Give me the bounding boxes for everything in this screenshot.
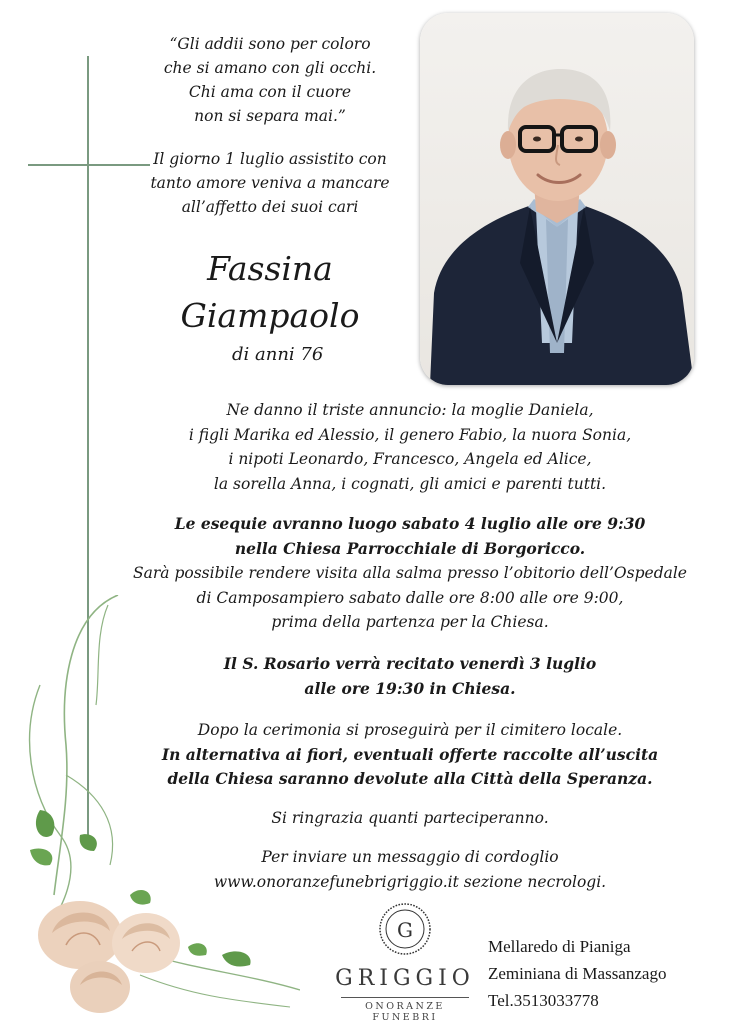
condolence-link[interactable]: www.onoranzefunebrigriggio.it sezione necrologi. bbox=[213, 872, 607, 891]
visit-line: prima della partenza per la Chiesa. bbox=[271, 613, 549, 631]
deceased-surname: Fassina bbox=[207, 249, 333, 288]
contact-line: Mellaredo di Pianiga bbox=[488, 937, 631, 956]
cemetery-line: Dopo la cerimonia si proseguirà per il cimitero locale. bbox=[197, 721, 623, 739]
quote-line: non si separa mai.” bbox=[194, 107, 346, 125]
portrait-photo bbox=[420, 13, 694, 385]
logo-subtitle: ONORANZE FUNEBRI bbox=[365, 1001, 445, 1023]
intro-line: all’affetto dei suoi cari bbox=[181, 198, 359, 216]
visit-line: di Camposampiero sabato dalle ore 8:00 alle ore 9:00, bbox=[196, 588, 624, 607]
quote bbox=[150, 32, 390, 128]
intro-line: Il giorno 1 luglio assistito con bbox=[153, 150, 387, 168]
logo-letter: G bbox=[397, 918, 413, 942]
intro-line: tanto amore veniva a mancare bbox=[150, 174, 390, 192]
portrait-illustration bbox=[420, 13, 694, 385]
funeral-line: Le esequie avranno luogo sabato 4 luglio alle ore 9:30 bbox=[174, 514, 646, 533]
rosary-line: alle ore 19:30 in Chiesa. bbox=[304, 678, 516, 698]
visit-line: Sarà possibile rendere visita alla salma presso l’obitorio dell’Ospedale bbox=[133, 564, 687, 582]
quote-line: Chi ama con il cuore bbox=[188, 83, 352, 101]
rosary-line: Il S. Rosario verrà recitato venerdì 3 luglio bbox=[223, 654, 597, 673]
donation-line: In alternativa ai fiori, eventuali offerte raccolte all’uscita bbox=[161, 744, 659, 764]
announcement-line: i figli Marika ed Alessio, il genero Fabio, la nuora Sonia, bbox=[188, 425, 632, 444]
condolence-line: Per inviare un messaggio di cordoglio bbox=[261, 848, 559, 866]
quote-line: che si amano con gli occhi. bbox=[163, 59, 377, 77]
flowers-decoration bbox=[0, 595, 300, 1024]
contact-phone[interactable]: Tel.3513033778 bbox=[488, 991, 599, 1010]
quote-line: “Gli addii sono per coloro bbox=[169, 35, 371, 53]
announcement bbox=[100, 398, 720, 496]
thanks-line: Si ringrazia quanti parteciperanno. bbox=[271, 809, 549, 827]
funeral-line: nella Chiesa Parrocchiale di Borgoricco. bbox=[234, 538, 586, 558]
logo-name: GRIGGIO bbox=[335, 966, 475, 991]
contact-line: Zeminiana di Massanzago bbox=[488, 964, 667, 983]
deceased-first-name: Giampaolo bbox=[180, 296, 360, 335]
contact-info bbox=[488, 933, 666, 1014]
announcement-line: i nipoti Leonardo, Francesco, Angela ed Alice, bbox=[228, 450, 592, 468]
griggio-logo bbox=[330, 902, 480, 1023]
donation-line: della Chiesa saranno devolute alla Città della Speranza. bbox=[167, 769, 653, 788]
logo-seal-icon bbox=[378, 902, 432, 956]
announcement-line: la sorella Anna, i cognati, gli amici e parenti tutti. bbox=[213, 474, 607, 493]
logo-divider bbox=[341, 997, 469, 998]
deceased-age: di anni 76 bbox=[232, 344, 324, 365]
announcement-line: Ne danno il triste annuncio: la moglie Daniela, bbox=[226, 401, 594, 419]
cross-horizontal-line bbox=[28, 164, 150, 166]
intro-text bbox=[150, 147, 390, 219]
